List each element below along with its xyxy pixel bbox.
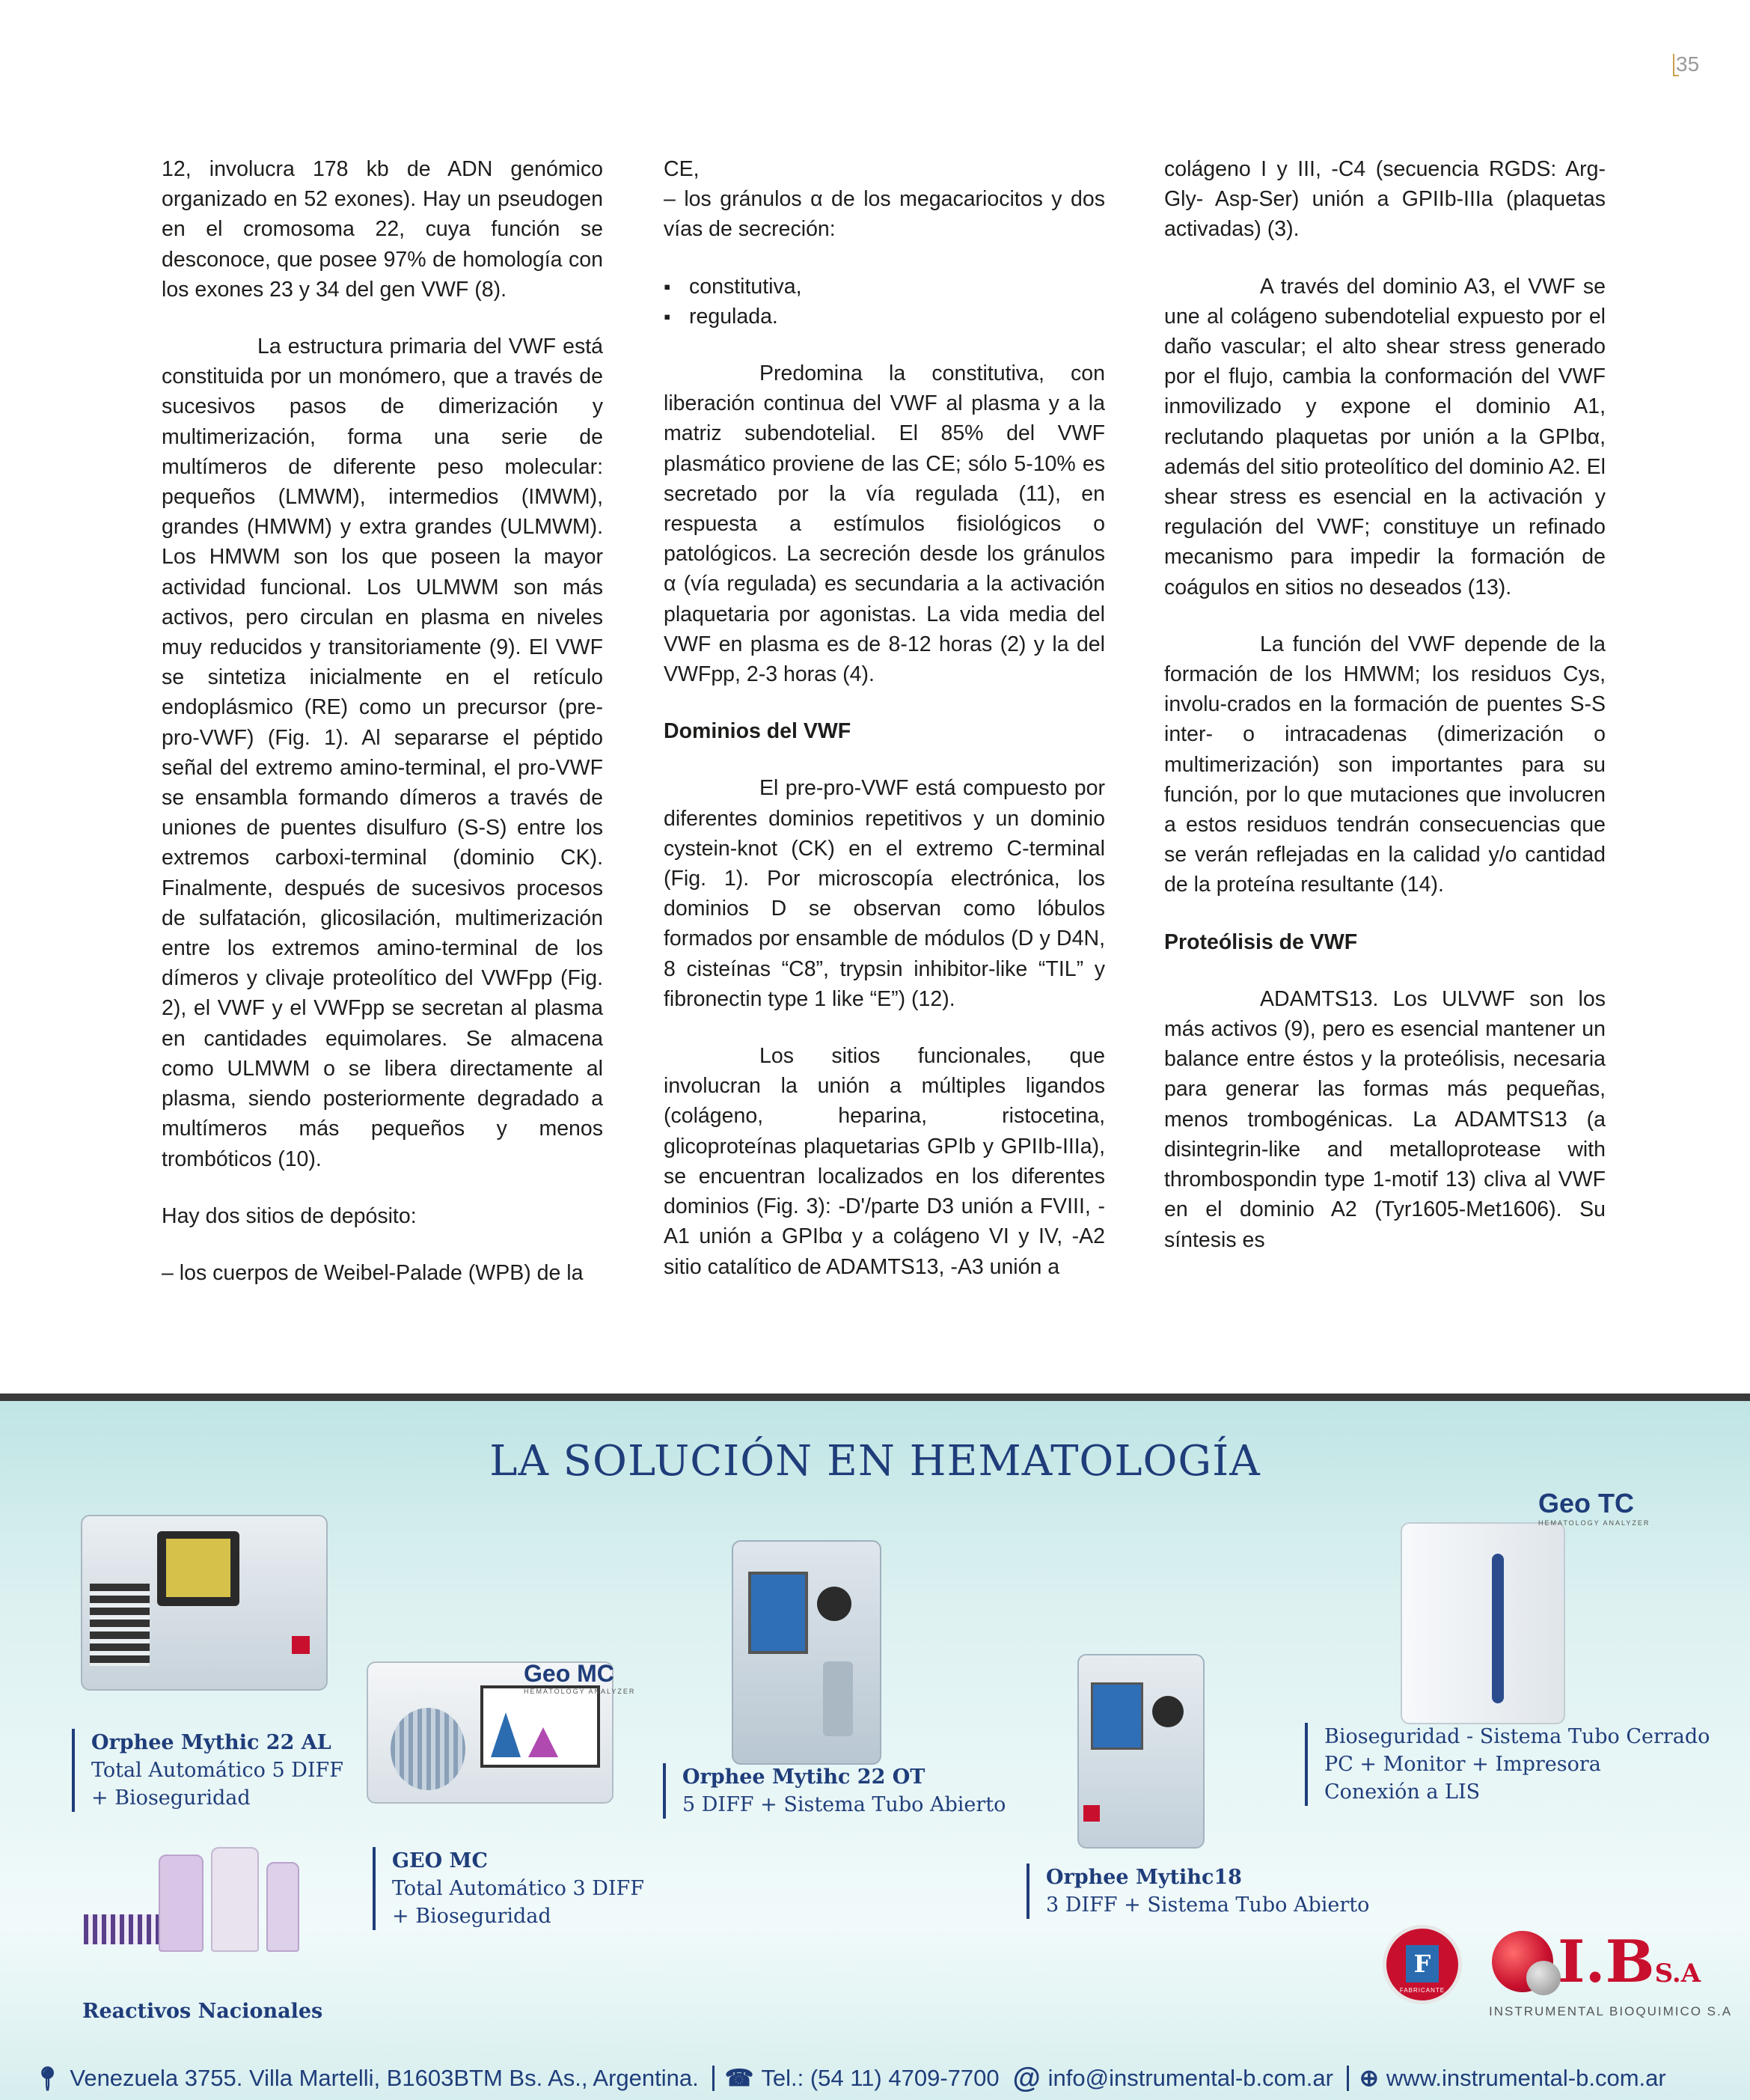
analyzer-image-mythic-18 — [1077, 1654, 1205, 1849]
ad-title: LA SOLUCIÓN EN HEMATOLOGÍA — [489, 1437, 1261, 1486]
reagent-bottles-image — [84, 1847, 301, 1959]
company-name: INSTRUMENTAL BIOQUIMICO S.A — [1489, 2004, 1733, 2018]
divider — [0, 1394, 1750, 1401]
paragraph: CE, — [664, 157, 700, 181]
paragraph: Predomina la constitutiva, con liberación continua del VWF al plasma y a la matriz subendotelial. El 85% del VWF plasmático proviene de las CE; sólo 5-10% es secretado por la vía regulada (11), en respuesta a estímulos fisiológicos o patológicos. La secreción desde los gránulos α (vía regulada) es secundaria a la activación plaquetaria por agonistas. La vida media del VWF en plasma es de 8-12 horas (2) y la del VWFpp, 2-3 horas (4). — [664, 361, 1105, 687]
paragraph: – los gránulos α de los megacariocitos y dos vías de secreción: — [664, 187, 1105, 242]
brand-logo-geo-mc: Geo MC HEMATOLOGY ANALYZER — [524, 1660, 636, 1695]
bullet-list — [664, 272, 1105, 332]
paragraph: A través del dominio A3, el VWF se une al colágeno subendotelial expuesto por el daño vascular; el alto shear stress generado por el flujo, cambia la conformación del VWF inmovilizado y expone el dominio A1, reclutando plaquetas por unión a la GPIbα, además del sitio proteolítico del dominio A2. El shear stress es esencial en la activación y regulación del VWF; constituye un refinado mecanismo para impedir la formación de coágulos en sitios no deseados (13). — [1164, 274, 1606, 599]
page-number: 35 — [1676, 52, 1700, 76]
paragraph: Los sitios funcionales, que involucran la unión a múltiples ligandos (colágeno, heparina, ristocetina, glicoproteínas plaquetarias GPIb y GPIIb-IIIa), se encuentran localizados en los diferentes dominios (Fig. 3): -D'/parte D3 unión a FVIII, -A1 unión a GPIbα y a colágeno VI y IV, -A2 sitio catalítico de ADAMTS13, -A3 unión a — [664, 1044, 1105, 1279]
text-column-2 — [664, 154, 1105, 1309]
location-pin-icon: 📍︎ — [33, 2065, 63, 2092]
list-item: ▪ constitutiva, — [664, 272, 1105, 302]
advertisement-banner — [0, 1394, 1750, 2100]
paragraph: ADAMTS13. Los ULVWF son los más activos (9), pero es esencial mantener un balance entre éstos y la proteólisis, necesaria para generar las formas más pequeñas, menos trombogénicas. La ADAMTS13 (a disintegrin-like and metalloprotease with thrombospondin type 1-motif 13) cliva al VWF en el dominio A2 (Tyr1605-Met1606). Su síntesis es — [1164, 986, 1606, 1252]
paragraph: Hay dos sitios de depósito: — [162, 1203, 417, 1228]
phone-text: Tel.: (54 11) 4709-7700 — [761, 2065, 1000, 2091]
paragraph: 12, involucra 178 kb de ADN genómico organizado en 52 exones). Hay un pseudogen en el cromosoma 22, cuya función se desconoce, que posee 97% de homología con los exones 23 y 34 del gen VWF (8). — [162, 157, 603, 302]
section-heading: Proteólisis de VWF — [1164, 930, 1358, 954]
paragraph: El pre-pro-VWF está compuesto por diferentes dominios repetitivos y un dominio cystein-knot (CK) en el extremo C-terminal (Fig. 1). Por microscopía electrónica, los dominios D se observan como lóbulos formados por ensamble de módulos (D y D4N, 8 cisteínas “C8”, trypsin inhibitor-like “TIL” y fibronectin type 1 like “E”) (12). — [664, 776, 1105, 1011]
section-heading: Dominios del VWF — [664, 719, 851, 744]
text-column-3 — [1164, 154, 1606, 1282]
fabricante-seal-icon: F FABRICANTE — [1383, 1925, 1462, 2004]
contact-footer — [0, 2057, 1750, 2100]
analyzer-image-mythic-22-ot — [732, 1540, 881, 1765]
product-label-mythic-18: Orphee Mytihc18 3 DIFF + Sistema Tubo Abierto — [1027, 1864, 1369, 1919]
product-label-mythic-22-ot: Orphee Mytihc 22 OT 5 DIFF + Sistema Tubo Abierto — [663, 1763, 1006, 1819]
paragraph: La función del VWF depende de la formación de los HMWM; los residuos Cys, involu-crados en la formación de puentes S-S inter- o intracadenas (dimerización o multimerización) son importantes para su función, por lo que mutaciones que involucren a estos residuos tendrán consecuencias que se verán reflejadas en la calidad y/o cantidad de la proteína resultante (14). — [1164, 632, 1606, 897]
text-column-1 — [162, 154, 603, 1315]
paragraph: La estructura primaria del VWF está constituida por un monómero, que a través de sucesivos pasos de dimerización y multimerización, forma una serie de multímeros de diferente peso molecular: pequeños (LMWM), intermedios (IMWM), grandes (HMWM) y extra grandes (ULMWM). Los HMWM son los que poseen la mayor actividad funcional. Los ULMWM son más activos, pero circulan en plasma en niveles muy reducidos y transitoriamente (9). El VWF se sintetiza inicialmente en el retículo endoplásmico (RE) como un precursor (pre-pro-VWF) (Fig. 1). Al separarse el péptido señal del extremo amino-terminal, el pro-VWF se ensambla formando dímeros a través de uniones de puentes disulfuro (S-S) entre los extremos carboxi-terminal (dominio CK). Finalmente, después de sucesivos procesos de sulfatación, glicosilación, multimerización entre los extremos amino-terminal de los dímeros y clivaje proteolítico del VWFpp (Fig. 2), el VWF y el VWFpp se secretan al plasma en cantidades equimolares. Se almacena como ULMWM o se libera directamente al plasma, siendo posteriormente degradado a multímeros más pequeños y menos trombóticos (10). — [162, 335, 603, 1171]
logo-text: I.BS.A — [1558, 1928, 1701, 1996]
product-label-mythic-22-al: Orphee Mythic 22 AL Total Automático 5 DIFF + Bioseguridad — [72, 1729, 343, 1812]
address-text: Venezuela 3755. Villa Martelli, B1603BTM Bs. As., Argentina. — [70, 2065, 699, 2091]
analyzer-image-geo-tc — [1401, 1522, 1565, 1724]
divider — [1347, 2066, 1349, 2091]
product-label-geo-tc: Bioseguridad - Sistema Tubo Cerrado PC + Monitor + Impresora Conexión a LIS — [1305, 1723, 1710, 1806]
paragraph: colágeno I y III, -C4 (secuencia RGDS: Arg-Gly- Asp-Ser) unión a GPIIb-IIIa (plaquetas activadas) (3). — [1164, 157, 1606, 242]
list-item: ▪ regulada. — [664, 302, 1105, 332]
reactivos-label: Reactivos Nacionales — [82, 2000, 323, 2023]
globe-icon: ⊕ — [1359, 2065, 1379, 2091]
email-at-icon: @ — [1012, 2062, 1041, 2094]
brand-logo-geo-tc: Geo TC HEMATOLOGY ANALYZER — [1538, 1488, 1650, 1527]
divider — [712, 2066, 715, 2091]
logo-sphere-small-icon — [1526, 1961, 1561, 1995]
website-text[interactable]: www.instrumental-b.com.ar — [1386, 2065, 1666, 2091]
phone-icon: ☎ — [724, 2065, 754, 2091]
email-text[interactable]: info@instrumental-b.com.ar — [1047, 2065, 1333, 2091]
product-label-geo-mc: GEO MC Total Automático 3 DIFF + Bioseguridad — [373, 1847, 644, 1930]
paragraph: – los cuerpos de Weibel-Palade (WPB) de la — [162, 1260, 584, 1285]
analyzer-image-mythic-22-al — [81, 1515, 328, 1691]
